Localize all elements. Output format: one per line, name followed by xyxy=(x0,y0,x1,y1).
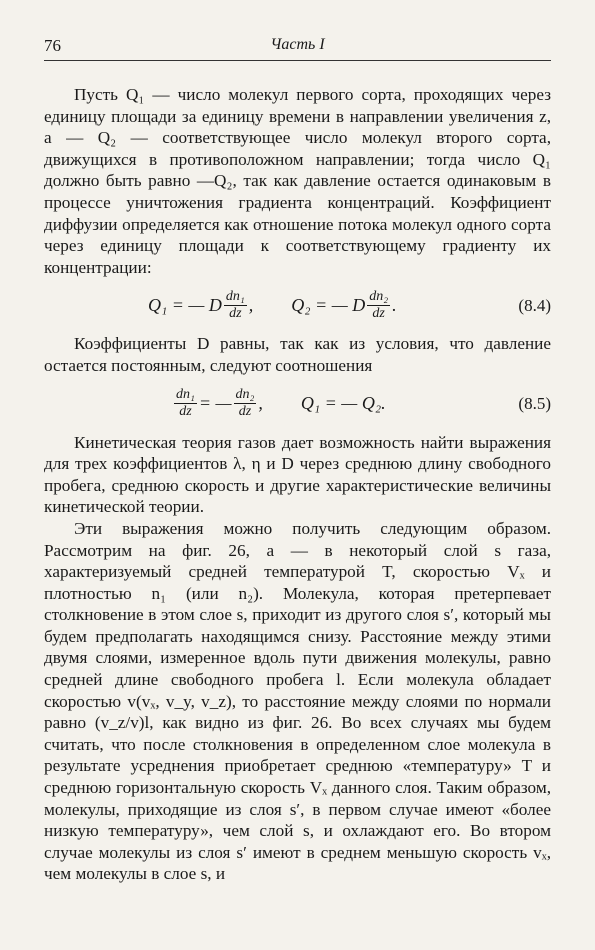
eq-8-5-frac2: $\frac{\text{dn₂}}{dz}$ xyxy=(235,387,255,420)
eq-8-4-frac2: $\frac{\text{dn₂}}{dz}$ xyxy=(369,288,389,321)
page-header xyxy=(44,36,551,60)
running-title: Часть I xyxy=(270,36,325,53)
eq-8-4-q2: Q₂ = — D xyxy=(291,294,366,315)
paragraph-3: Кинетическая теория газов дает возможность найти выражения для трех коэффициентов λ, η и D через среднюю длину свободного пробега, среднюю скорость и другие характеристические величины кинетической теории. xyxy=(44,432,551,517)
page-body xyxy=(44,84,551,885)
eq-8-4-frac1: $\frac{\text{dn₁}}{dz}$ xyxy=(225,288,245,321)
paragraph-2: Коэффициенты D равны, так как из условия, что давление остается постоянным, следуют соотношения xyxy=(44,334,551,375)
equation-number-8-5: (8.5) xyxy=(518,393,551,413)
paragraph-1: Пусть Q₁ — число молекул первого сорта, проходящих через единицу площади за единицу времени в направлении увеличения z, а — Q₂ — соответствующее число молекул второго сорта, движущихся в противоположном направлении; тогда число Q₁ должно быть равно —Q₂, так как давление остается одинаковым в процессе уничтожения градиента концентраций. Коэффициент диффузии определяется как отношение потока молекул одного сорта через единицу площади к соответствующему градиенту их концентрации: xyxy=(44,85,551,277)
equation-8-4 xyxy=(44,282,551,328)
equation-8-5-body: $\frac{\text{dn₁}}{dz}$ = — $\frac{\text{dn₂}}{dz}$ , Q₁ = — Q₂. xyxy=(176,387,386,420)
equation-8-5 xyxy=(44,381,551,427)
header-rule xyxy=(44,60,551,61)
eq-8-4-q1: Q₁ = — D xyxy=(148,294,222,315)
paragraph-4: Эти выражения можно получить следующим образом. Рассмотрим на фиг. 26, а — в некоторый слой s газа, характеризуемый средней температурой T, скоростью Vₓ и плотностью n₁ (или n₂). Молекула, которая претерпевает столкновение в этом слое s, приходит из другого слоя s′, который мы будем предполагать находящимся снизу. Расстояние между этими двумя слоями, измеренное вдоль пути движения молекулы, равно средней длине свободного пробега l. Если молекула обладает скоростью v(vₓ, v_y, v_z), то расстояние между слоями по нормали равно (v_z/v)l, как видно из фиг. 26. Во всех случаях мы будем считать, что после столкновения в определенном слое молекула в результате усреднения приобретает среднюю «температуру» T и среднюю горизонтальную скорость Vₓ данного слоя. Таким образом, молекулы, приходящие из слоя s′, в первом случае имеют «более низкую температуру», чем слой s, и охлаждают его. Во втором случае молекулы из слоя s′ имеют в среднем меньшую скорость vₓ, чем молекулы в слое s, и xyxy=(44,518,551,884)
eq-8-5-rhs: Q₁ = — Q₂. xyxy=(300,392,386,413)
eq-8-5-frac1: $\frac{\text{dn₁}}{dz}$ xyxy=(176,387,195,420)
equation-8-4-body: Q₁ = — D $\frac{\text{dn₁}}{dz}$ , Q₂ = — D $\frac{\text{dn₂}}{dz}$ . xyxy=(148,288,397,321)
equation-number-8-4: (8.4) xyxy=(518,295,551,315)
page-number: 76 xyxy=(44,36,61,55)
